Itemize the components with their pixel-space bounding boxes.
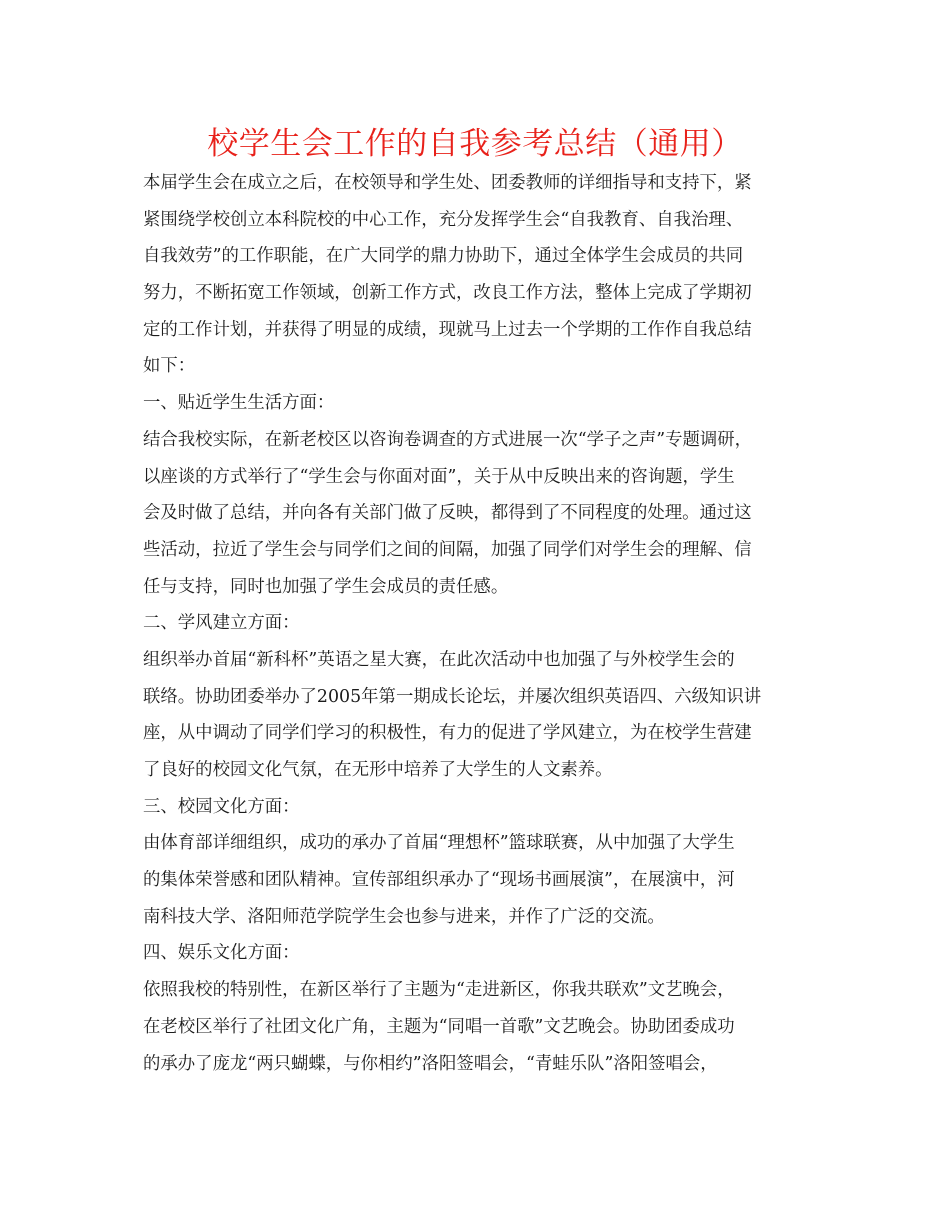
document-line: 一、贴近学生生活方面：: [143, 393, 335, 414]
document-line: 三、校园文化方面：: [143, 796, 300, 817]
document-line: 定的工作计划，并获得了明显的成绩，现就马上过去一个学期的工作作自我总结: [143, 319, 752, 340]
document-line: 座，从中调动了同学们学习的积极性，有力的促进了学风建立，为在校学生营建: [143, 723, 752, 744]
document-line: 以座谈的方式举行了“学生会与你面对面”，关于从中反映出来的咨询题，学生: [143, 466, 735, 487]
document-line: 任与支持，同时也加强了学生会成员的责任感。: [143, 576, 509, 597]
document-line: 组织举办首届“新科杯”英语之星大赛，在此次活动中也加强了与外校学生会的: [143, 649, 735, 670]
document-line: 如下：: [143, 356, 196, 377]
document-line: 了良好的校园文化气氛，在无形中培养了大学生的人文素养。: [143, 760, 613, 780]
document-line: 的承办了庞龙“两只蝴蝶，与你相约”洛阳签唱会，“青蛙乐队”洛阳签唱会，: [143, 1053, 718, 1074]
document-line: 的集体荣誉感和团队精神。宣传部组织承办了“现场书画展演”，在展演中，河: [143, 870, 735, 891]
document-line: 结合我校实际，在新老校区以咨询卷调查的方式进展一次“学子之声”专题调研，: [143, 429, 753, 450]
document-line: 由体育部详细组织，成功的承办了首届“理想杯”篮球联赛，从中加强了大学生: [143, 833, 735, 854]
document-line: 会及时做了总结，并向各有关部门做了反映，都得到了不同程度的处理。通过这: [143, 503, 752, 524]
document-line: 依照我校的特别性，在新区举行了主题为“走进新区，你我共联欢”文艺晚会，: [143, 980, 735, 1001]
document-line: 南科技大学、洛阳师范学院学生会也参与进来，并作了广泛的交流。: [143, 906, 665, 927]
document-line: 在老校区举行了社团文化广角，主题为“同唱一首歌”文艺晚会。协助团委成功: [143, 1016, 735, 1037]
document-line: 本届学生会在成立之后，在校领导和学生处、团委教师的详细指导和支持下，紧: [143, 173, 752, 193]
document-line: 紧围绕学校创立本科院校的中心工作，充分发挥学生会“自我教育、自我治理、: [143, 209, 744, 230]
document-line: 些活动，拉近了学生会与同学们之间的间隔，加强了同学们对学生会的理解、信: [143, 539, 752, 560]
document-line: 努力，不断拓宽工作领域，创新工作方式，改良工作方法，整体上完成了学期初: [143, 283, 752, 304]
document-title: 校学生会工作的自我参考总结（通用）: [207, 126, 743, 162]
document-line: 联络。协助团委举办了2005年第一期成长论坛，并屡次组织英语四、六级知识讲: [143, 686, 762, 707]
document-line: 二、学风建立方面：: [143, 613, 300, 634]
document-line: 自我效劳”的工作职能，在广大同学的鼎力协助下，通过全体学生会成员的共同: [143, 246, 744, 267]
document-line: 四、娱乐文化方面：: [143, 943, 300, 964]
document-body: [143, 165, 805, 1082]
